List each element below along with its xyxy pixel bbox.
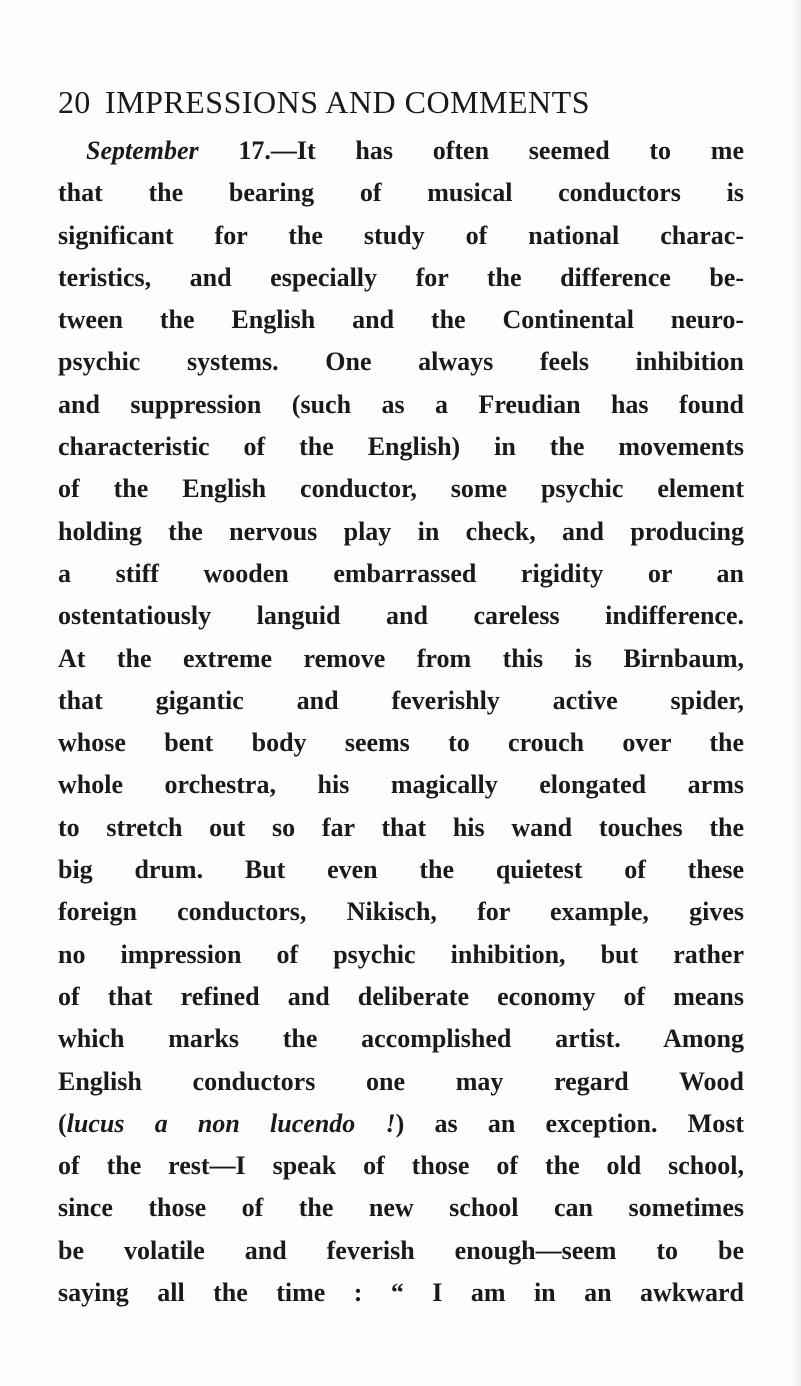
- text-run: whose bent body seems to crouch over the: [58, 728, 744, 758]
- text-line: [58, 426, 744, 468]
- text-run: and suppression (such as a Freudian has found: [58, 389, 744, 419]
- text-run: no impression of psychic inhibition, but rather: [58, 939, 744, 969]
- text-line: [58, 553, 744, 595]
- text-line: [58, 1145, 744, 1187]
- text-line: [58, 595, 744, 637]
- text-run: ) as an exception. Most: [395, 1108, 744, 1138]
- text-line: [58, 1187, 744, 1229]
- text-line: [58, 172, 744, 214]
- text-run: to stretch out so far that his wand touches the: [58, 812, 744, 842]
- text-line: [58, 1230, 744, 1272]
- italic-text-run: September: [86, 136, 199, 165]
- text-line: [58, 130, 744, 172]
- text-run: English conductors one may regard Wood: [58, 1066, 744, 1096]
- text-line: [58, 638, 744, 680]
- text-line: [58, 384, 744, 426]
- text-line: [58, 468, 744, 510]
- text-line: [58, 341, 744, 383]
- text-line: [58, 807, 744, 849]
- body-text: [58, 130, 744, 1314]
- page-edge-shadow: [791, 0, 801, 1386]
- text-run: tween the English and the Continental neuro-: [58, 305, 744, 335]
- text-line: [58, 299, 744, 341]
- text-run: significant for the study of national charac-: [58, 220, 744, 250]
- text-line: [58, 511, 744, 553]
- text-run: holding the nervous play in check, and producing: [58, 516, 744, 546]
- text-line: [58, 976, 744, 1018]
- text-run: a stiff wooden embarrassed rigidity or an: [58, 558, 744, 588]
- text-run: of the rest—I speak of those of the old school,: [58, 1151, 744, 1181]
- text-run: ostentatiously languid and careless indifference.: [58, 601, 744, 631]
- text-run: be volatile and feverish enough—seem to be: [58, 1235, 744, 1265]
- text-run: big drum. But even the quietest of these: [58, 855, 744, 885]
- text-line: [58, 849, 744, 891]
- text-line: [58, 257, 744, 299]
- text-run: whole orchestra, his magically elongated arms: [58, 770, 744, 800]
- text-line: [58, 722, 744, 764]
- text-run: saying all the time : “ I am in an awkward: [58, 1278, 744, 1308]
- text-run: psychic systems. One always feels inhibition: [58, 347, 744, 377]
- text-line: [58, 215, 744, 257]
- text-line: [58, 764, 744, 806]
- text-run: foreign conductors, Nikisch, for example, gives: [58, 897, 744, 927]
- text-line: [58, 1103, 744, 1145]
- text-run: which marks the accomplished artist. Among: [58, 1024, 744, 1054]
- text-line: [58, 1018, 744, 1060]
- italic-text-run: lucus a non lucendo !: [66, 1108, 396, 1138]
- text-run: since those of the new school can sometimes: [58, 1193, 744, 1223]
- text-line: [58, 680, 744, 722]
- text-run: teristics, and especially for the difference be-: [58, 262, 744, 292]
- running-title: IMPRESSIONS AND COMMENTS: [105, 84, 590, 120]
- text-run: 17.—It has often seemed to me: [198, 136, 744, 165]
- text-run: of the English conductor, some psychic element: [58, 474, 744, 504]
- text-line: [58, 891, 744, 933]
- text-run: (: [58, 1108, 67, 1138]
- text-run: of that refined and deliberate economy of means: [58, 981, 744, 1011]
- page-number: 20: [58, 84, 91, 120]
- running-head: [58, 82, 743, 122]
- text-run: At the extreme remove from this is Birnbaum,: [58, 643, 744, 673]
- text-run: that the bearing of musical conductors is: [58, 178, 744, 208]
- text-run: that gigantic and feverishly active spider,: [58, 685, 744, 715]
- text-line: [58, 1061, 744, 1103]
- text-line: [58, 934, 744, 976]
- text-line: [58, 1272, 744, 1314]
- text-run: characteristic of the English) in the movements: [58, 432, 744, 462]
